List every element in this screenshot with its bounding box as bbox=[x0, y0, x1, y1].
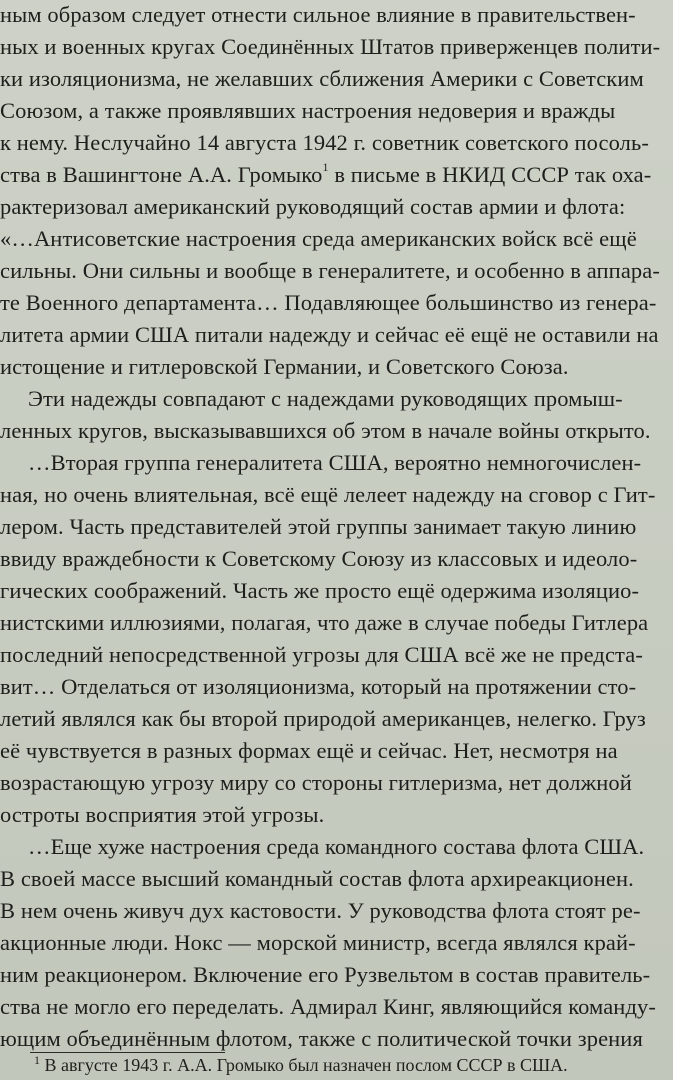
footnote-ref: 1 bbox=[322, 160, 329, 174]
text-line: …Еще хуже настроения среда командного состава флота США. bbox=[28, 834, 645, 859]
text-line: последний непосредственной угрозы для США всё же не предста- bbox=[0, 642, 643, 667]
text-line: ющим объединённым флотом, также с политической точки зрения bbox=[0, 1026, 643, 1051]
text-segment: ства в Вашингтоне А.А. Громыко bbox=[0, 162, 323, 187]
text-line: ввиду враждебности к Советскому Союзу из классовых и идеоло- bbox=[0, 546, 638, 571]
text-line: акционные люди. Нокс — морской министр, всегда являлся край- bbox=[0, 930, 636, 955]
text-line: …Вторая группа генералитета США, вероятно немногочислен- bbox=[28, 450, 642, 475]
text-line: остроты восприятия этой угрозы. bbox=[0, 802, 325, 827]
text-line: те Военного департамента… Подавляющее большинство из генера- bbox=[0, 290, 657, 315]
text-segment: в письме в НКИД СССР так оха- bbox=[328, 162, 652, 187]
footnote-mark: 1 bbox=[34, 1053, 40, 1067]
text-line: В своей массе высший командный состав флота архиреакционен. bbox=[0, 866, 634, 891]
text-line: ленных кругов, высказывавшихся об этом в начале войны открыто. bbox=[0, 418, 651, 443]
text-line: её чувствуется в разных формах ещё и сейчас. Нет, несмотря на bbox=[0, 738, 618, 763]
text-line: истощение и гитлеровской Германии, и Советского Союза. bbox=[0, 354, 569, 379]
text-line: рактеризовал американский руководящий состав армии и флота: bbox=[0, 194, 626, 219]
footnote bbox=[34, 1055, 568, 1076]
text-line: В нем очень живуч дух кастовости. У руководства флота стоят ре- bbox=[0, 898, 641, 923]
text-line: гических соображений. Часть же просто ещё одержима изоляцио- bbox=[0, 578, 640, 603]
text-line: ным образом следует отнести сильное влияние в правительствен- bbox=[0, 2, 636, 27]
text-line: возрастающую угрозу миру со стороны гитлеризма, нет должной bbox=[0, 770, 632, 795]
text-line: нистскими иллюзиями, полагая, что даже в случае победы Гитлера bbox=[0, 610, 649, 635]
text-line: ных и военных кругах Соединённых Штатов приверженцев полити- bbox=[0, 34, 661, 59]
text-line: ки изоляционизма, не желавших сближения Америки с Советским bbox=[0, 66, 644, 91]
text-line: Эти надежды совпадают с надеждами руководящих промыш- bbox=[28, 386, 623, 411]
footnote-divider bbox=[30, 1052, 225, 1053]
text-line: вит… Отделаться от изоляционизма, который на протяжении сто- bbox=[0, 674, 637, 699]
text-line: ная, но очень влиятельная, всё ещё лелеет надежду на сговор с Гит- bbox=[0, 482, 656, 507]
text-line: летий являлся как бы второй природой американцев, нелегко. Груз bbox=[0, 706, 646, 731]
text-line: литета армии США питали надежду и сейчас её ещё не оставили на bbox=[0, 322, 659, 347]
text-line: сильны. Они сильны и вообще в генералитете, и особенно в аппара- bbox=[0, 258, 660, 283]
text-line: «…Антисоветские настроения среда американских войск всё ещё bbox=[0, 226, 637, 251]
text-line: ства не могло его переделать. Адмирал Кинг, являющийся команду- bbox=[0, 994, 656, 1019]
text-line: ним реакционером. Включение его Рузвельтом в состав правитель- bbox=[0, 962, 651, 987]
text-line: лером. Часть представителей этой группы занимает такую линию bbox=[0, 514, 637, 539]
footnote-text: В августе 1943 г. А.А. Громыко был назначен послом СССР в США. bbox=[40, 1055, 568, 1075]
text-line: к нему. Неслучайно 14 августа 1942 г. советник советского посоль- bbox=[0, 130, 649, 155]
text-line-with-footnote-ref bbox=[0, 162, 651, 188]
text-line: Союзом, а также проявлявших настроения недоверия и вражды bbox=[0, 98, 616, 123]
